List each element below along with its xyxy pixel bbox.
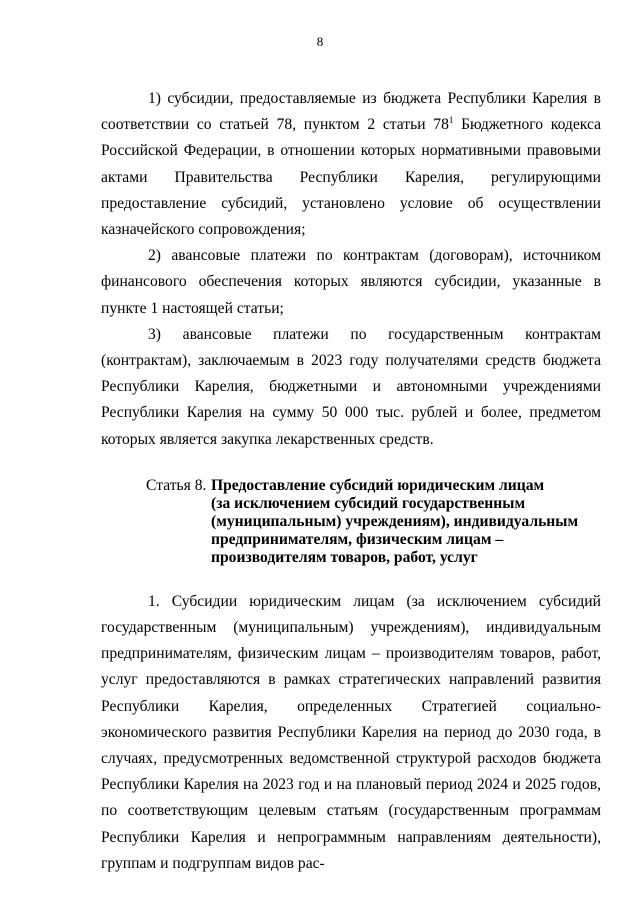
list-item-3: 3) авансовые платежи по государственным контрактам (контрактам), заключаемым в 2023 году получателями средств бюджета Республики Карелия, бюджетными и автономными учреждениями Республики Карелия на сумму 50 000 тыс. рублей и более, предметом которых является закупка лекарственных средств. (101, 325, 601, 448)
page-number: 8 (316, 34, 324, 49)
document-body (101, 86, 601, 877)
article-number: Статья 8. (146, 476, 207, 494)
footnote-superscript: 1 (448, 115, 454, 126)
list-item-1-text-after: Бюджетного кодекса Российской Федерации, в отношении которых нормативными правовыми актами Правительства Республики Карелия, регулирующими предоставление субсидий, установлено условие об осуществлении казначейского сопровождения; (101, 116, 601, 239)
article-heading (101, 477, 601, 567)
article-title-line: предпринимателям, физическим лицам – (211, 530, 504, 548)
article-title-line: Предоставление субсидий юридическим лицам (211, 476, 545, 494)
list-item-1 (101, 86, 601, 243)
article-paragraph: 1. Субсидии юридическим лицам (за исключением субсидий государственным (муниципальным) учреждениям), индивидуальным предпринимателям, физическим лицам – производителям товаров, работ, услуг предоставляются в рамках стратегических направлений развития Республики Карелия, определенных Стратегией социально-экономического развития Республики Карелия на период до 2030 года, в случаях, предусмотренных ведомственной структурой расходов бюджета Республики Карелия на 2023 год и на плановый период 2024 и 2025 годов, по соответствующим целевым статьям (государственным программам Республики Карелия и непрограммным направлениям деятельности), группам и подгруппам видов рас- (101, 592, 601, 872)
list-item-1-text-before: 1) субсидии, предоставляемые из бюджета Республики Карелия в соответствии со статьей 78, пунктом 2 статьи 78 (101, 90, 601, 134)
list-item-2: 2) авансовые платежи по контрактам (договорам), источником финансового обеспечения которых являются субсидии, указанные в пункте 1 настоящей статьи; (101, 247, 601, 317)
article-title-line: производителям товаров, работ, услуг (211, 548, 478, 566)
article-title-line: (за исключением субсидий государственным (211, 494, 526, 512)
article-title-line: (муниципальным) учреждениям), индивидуальным (211, 512, 579, 530)
